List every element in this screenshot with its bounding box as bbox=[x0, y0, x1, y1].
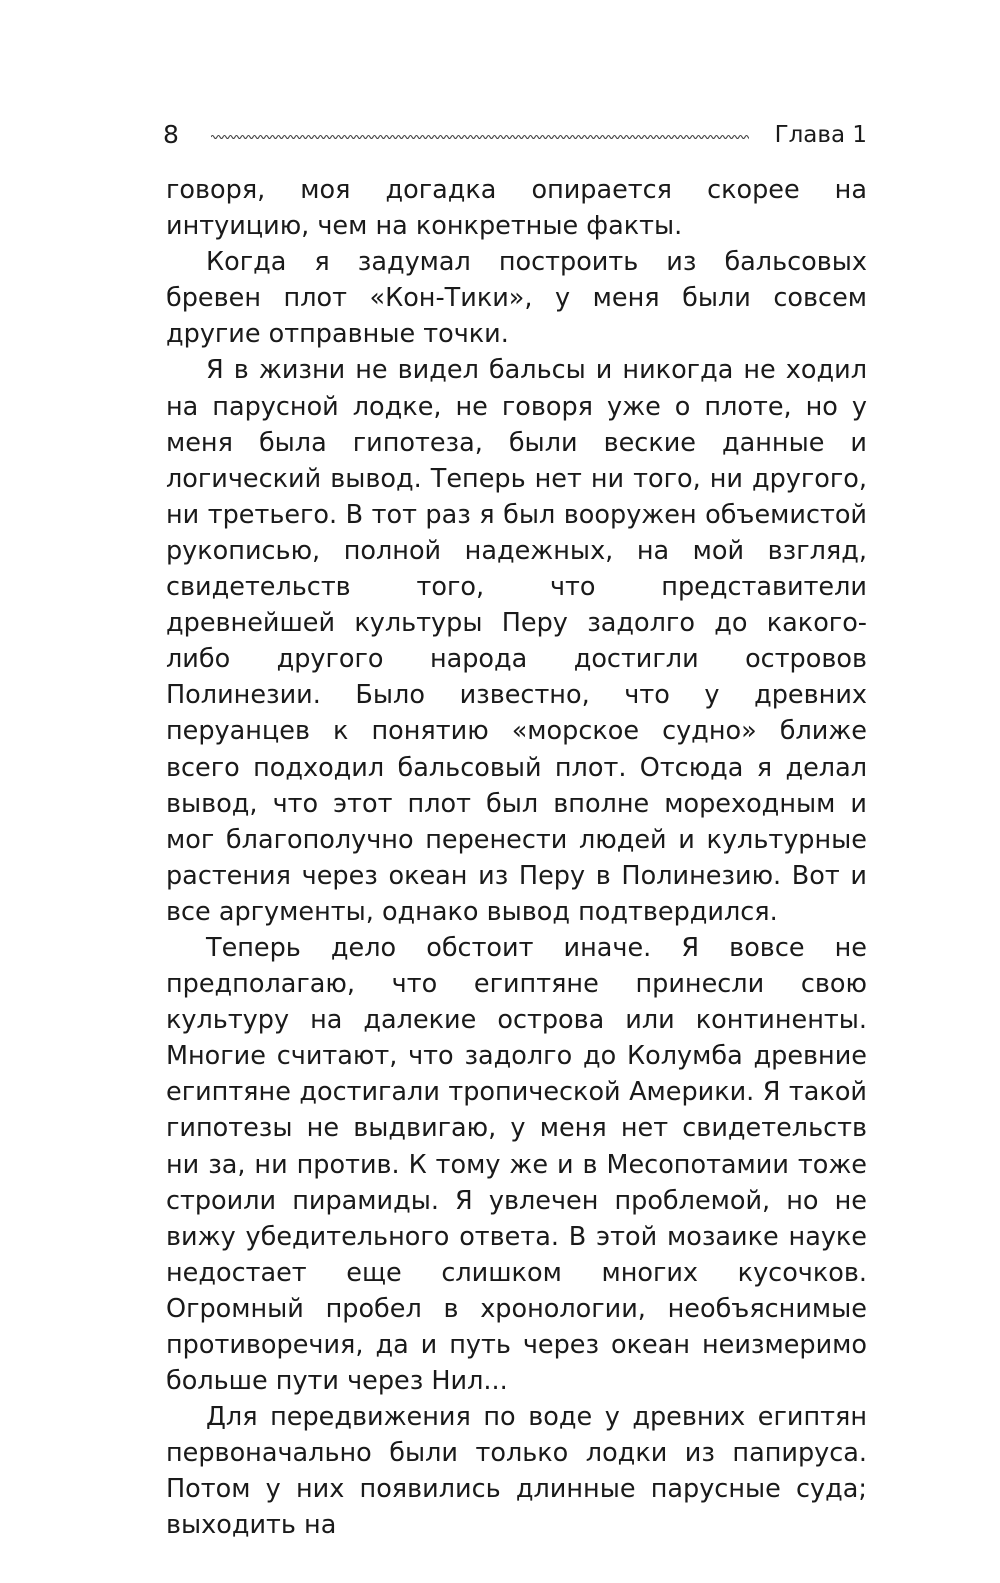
page-number: 8 bbox=[163, 120, 179, 149]
body-text bbox=[166, 172, 867, 1544]
paragraph-5: Для передвижения по воде у древних египтян первоначально были только лодки из папируса. Потом у них появились длинные парусные суда; выходить на bbox=[166, 1402, 867, 1541]
paragraph-1: говоря, моя догадка опирается скорее на интуицию, чем на конкретные факты. bbox=[166, 175, 867, 242]
paragraph-4: Теперь дело обстоит иначе. Я вовсе не предполагаю, что египтяне принесли свою культуру на далекие острова или континенты. Многие считают, что задолго до Колумба древние египтяне достигали тропической Америки. Я такой гипотезы не выдвигаю, у меня нет свидетельств ни за, ни против. К тому же и в Месопотамии тоже строили пирамиды. Я увлечен проблемой, но не вижу убедительного ответа. В этой мозаике науке недостает еще слишком многих кусочков. Огромный пробел в хронологии, необъяснимые противоречия, да и путь через океан неизмеримо больше пути через Нил... bbox=[166, 932, 867, 1397]
chapter-title: Глава 1 bbox=[774, 122, 867, 148]
running-header bbox=[163, 118, 867, 154]
wavy-divider bbox=[211, 132, 749, 142]
paragraph-3: Я в жизни не видел бальсы и никогда не ходил на парусной лодке, не говоря уже о плоте, но у меня была гипотеза, были веские данные и логический вывод. Теперь нет ни того, ни другого, ни третьего. В тот раз я был вооружен объемистой рукописью, полной надежных, на мой взгляд, свидетельств того, что представители древнейшей культуры Перу задолго до какого-либо другого народа достигли островов Полинезии. Было известно, что у древних перуанцев к понятию «морское судно» ближе всего подходил бальсовый плот. Отсюда я делал вывод, что этот плот был вполне мореходным и мог благополучно перенести людей и культурные растения через океан из Перу в Полинезию. Вот и все аргументы, однако вывод подтвердился. bbox=[166, 355, 867, 927]
paragraph-2: Когда я задумал построить из бальсовых бревен плот «Кон-Тики», у меня были совсем другие отправные точки. bbox=[166, 247, 867, 350]
